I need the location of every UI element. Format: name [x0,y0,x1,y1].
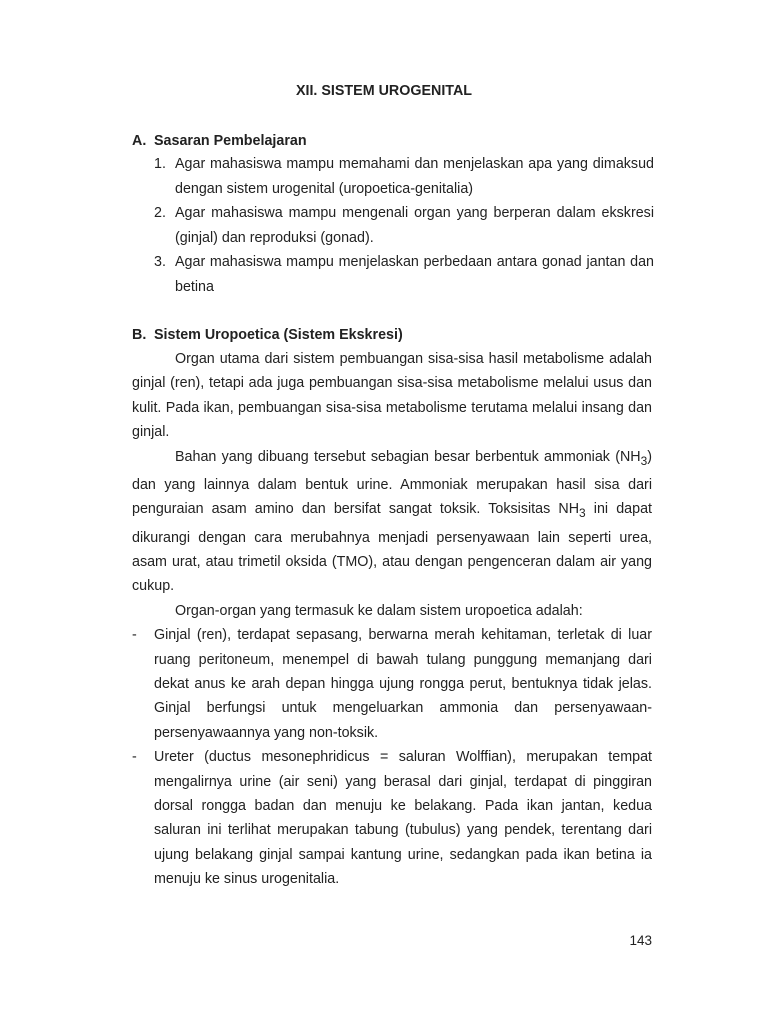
list-item-text: Agar mahasiswa mampu mengenali organ yang berperan dalam ekskresi (ginjal) dan reproduksi (gonad). [175,205,654,246]
list-item-number: 1. [154,156,166,172]
list-item-number: 3. [154,254,166,271]
section-a-heading [132,131,307,151]
list-item-text: Agar mahasiswa mampu menjelaskan perbedaan antara gonad jantan dan betina [175,254,654,295]
section-a-title: Sasaran Pembelajaran [154,133,307,149]
section-a-number: A. [132,133,147,149]
chapter-title: XII. SISTEM UROGENITAL [295,83,473,99]
page-number: 143 [629,933,652,948]
list-item [154,201,654,250]
learning-objectives-list [154,152,654,300]
paragraph-text: Bahan yang dibuang tersebut sebagian besar berbentuk ammoniak (NH [175,448,641,465]
paragraph [132,445,652,599]
list-item [132,745,652,891]
list-item [154,152,654,201]
list-item [154,250,654,299]
paragraph-text: ini dapat dikurangi dengan cara merubahnya menjadi persenyawaan lain seperti urea, asam urat, atau trimetil oksida (TMO), atau dengan pengenceran dalam air yang cukup. [132,501,652,595]
list-item-text: Agar mahasiswa mampu memahami dan menjelaskan apa yang dimaksud dengan sistem urogenital (uropoetica-genitalia) [175,156,654,197]
list-item-text: Ginjal (ren), terdapat sepasang, berwarna merah kehitaman, terletak di luar ruang peritoneum, menempel di bawah tulang punggung memanjang dari dekat anus ke arah depan hingga ujung rongga perut, bentuknya tidak jelas. Ginjal berfungsi untuk mengeluarkan ammonia dan persenyawaan-persenyawaannya yang non-toksik. [154,627,652,741]
section-b-title: Sistem Uropoetica (Sistem Ekskresi) [154,327,403,343]
bullet-dash: - [132,627,137,644]
list-item [132,623,652,745]
paragraph-text: ) dan yang lainnya dalam bentuk urine. Ammoniak merupakan hasil sisa dari penguraian asam amino dan bersifat sangat toksik. Toksisitas NH [132,448,652,518]
bullet-dash: - [132,749,137,766]
list-item-text: Ureter (ductus mesonephridicus = saluran Wolffian), merupakan tempat mengalirnya urine (air seni) yang berasal dari ginjal, terdapat di pinggiran dorsal rongga badan dan menuju ke belakang. Pada ikan jantan, kedua saluran ini terlihat merupakan tabung (tubulus) yang pendek, terentang dari ujung belakang ginjal sampai kantung urine, sedangkan pada ikan betina ia menuju ke sinus urogenitalia. [154,749,652,888]
subscript: 3 [579,506,586,521]
paragraph: Organ-organ yang termasuk ke dalam sistem uropoetica adalah: [175,602,583,619]
list-item-number: 2. [154,205,166,222]
section-b-body [132,347,652,892]
paragraph: Organ utama dari sistem pembuangan sisa-sisa hasil metabolisme adalah ginjal (ren), tetapi ada juga pembuangan sisa-sisa metabolisme melalui usus dan kulit. Pada ikan, pembuangan sisa-sisa metabolisme terutama melalui insang dan ginjal. [132,351,652,441]
section-b-number: B. [132,327,147,343]
organ-list [132,623,652,891]
section-b-heading [132,325,403,345]
subscript: 3 [640,453,648,468]
